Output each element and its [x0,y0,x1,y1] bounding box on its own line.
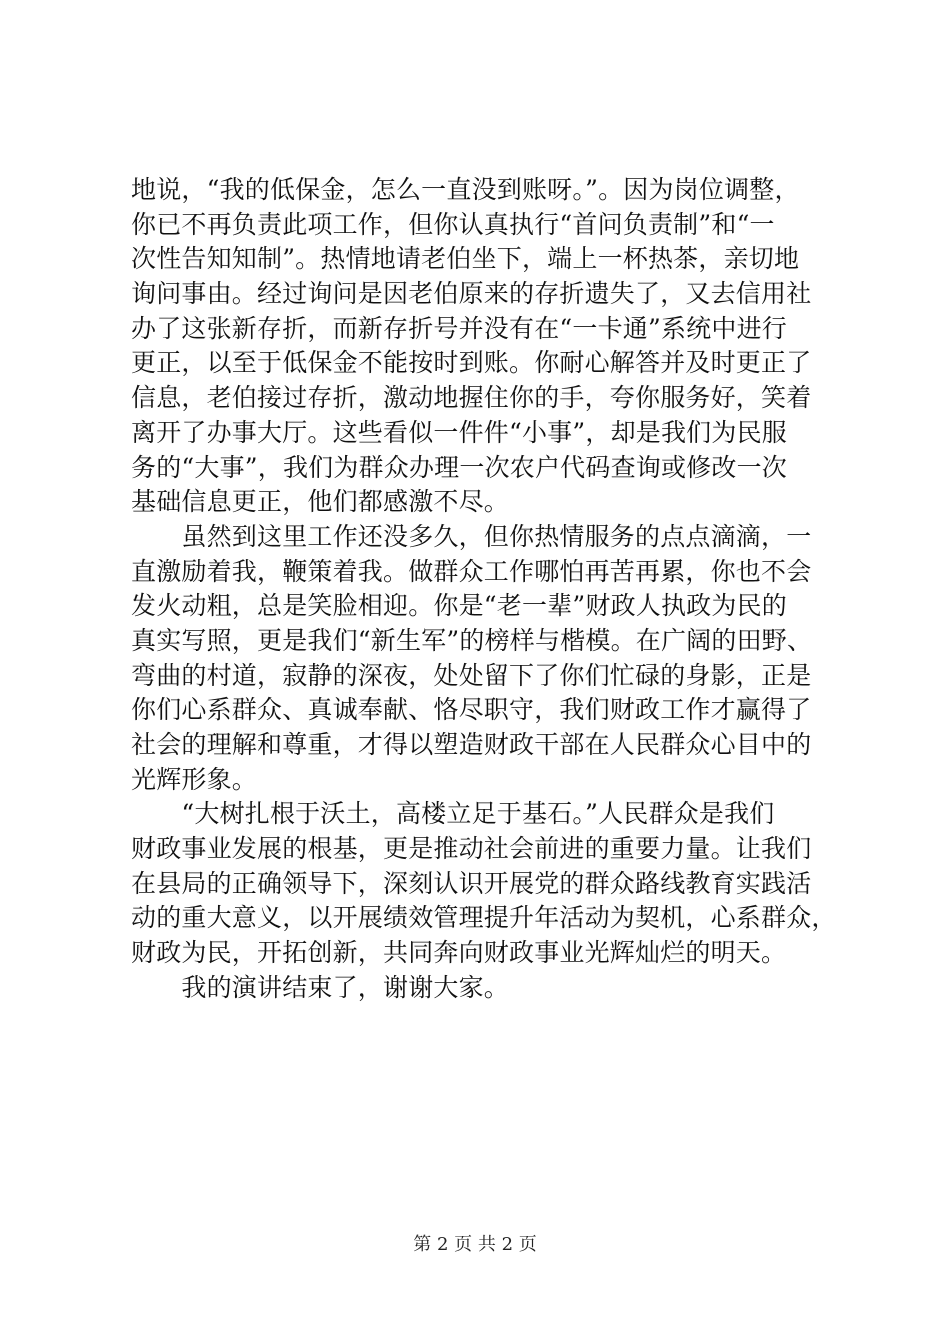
text-line: 财政事业发展的根基，更是推动社会前进的重要力量。让我们 [131,834,812,864]
text-line: 离开了办事大厅。这些看似一件件“小事”，却是我们为民服 [131,417,787,447]
text-line: 财政为民，开拓创新，共同奔向财政事业光辉灿烂的明天。 [131,938,787,968]
text-line: 发火动粗，总是笑脸相迎。你是“老一辈”财政人执政为民的 [131,591,787,621]
text-line: 更正，以至于低保金不能按时到账。你耐心解答并及时更正了 [131,348,812,378]
text-line: 你们心系群众、真诚奉献、恪尽职守，我们财政工作才赢得了 [131,695,812,725]
text-line: 在县局的正确领导下，深刻认识开展党的群众路线教育实践活 [131,868,812,898]
text-line: “大树扎根于沃土，高楼立足于基石。”人民群众是我们 [131,799,775,829]
page-number-footer: 第 2 页 共 2 页 [413,1234,537,1255]
text-line: 基础信息更正，他们都感激不尽。 [131,487,510,517]
document-body [131,173,837,1006]
text-line: 光辉形象。 [131,764,258,794]
text-line: 地说，“我的低保金，怎么一直没到账呀。”。因为岗位调整， [131,175,800,204]
text-line: 动的重大意义，以开展绩效管理提升年活动为契机，心系群众， [131,903,837,933]
text-line: 弯曲的村道，寂静的深夜，处处留下了你们忙碌的身影，正是 [131,660,812,690]
text-line: 你已不再负责此项工作，但你认真执行“首问负责制”和“一 [131,209,775,239]
text-line: 务的“大事”，我们为群众办理一次农户代码查询或修改一次 [131,452,787,482]
text-line: 询问事由。经过询问是因老伯原来的存折遗失了，又去信用社 [131,279,812,309]
text-line: 虽然到这里工作还没多久，但你热情服务的点点滴滴，一 [131,521,812,551]
text-line: 办了这张新存折，而新存折号并没有在“一卡通”系统中进行 [131,313,787,343]
text-line: 社会的理解和尊重，才得以塑造财政干部在人民群众心目中的 [131,730,812,759]
text-line: 直激励着我，鞭策着我。做群众工作哪怕再苦再累，你也不会 [131,556,812,586]
text-line: 我的演讲结束了，谢谢大家。 [131,972,510,1002]
text-line: 次性告知知制”。热情地请老伯坐下，端上一杯热茶，亲切地 [131,244,800,274]
text-line: 信息，老伯接过存折，激动地握住你的手，夸你服务好，笑着 [131,383,812,413]
text-line: 真实写照，更是我们“新生军”的榜样与楷模。在广阔的田野、 [131,625,813,655]
